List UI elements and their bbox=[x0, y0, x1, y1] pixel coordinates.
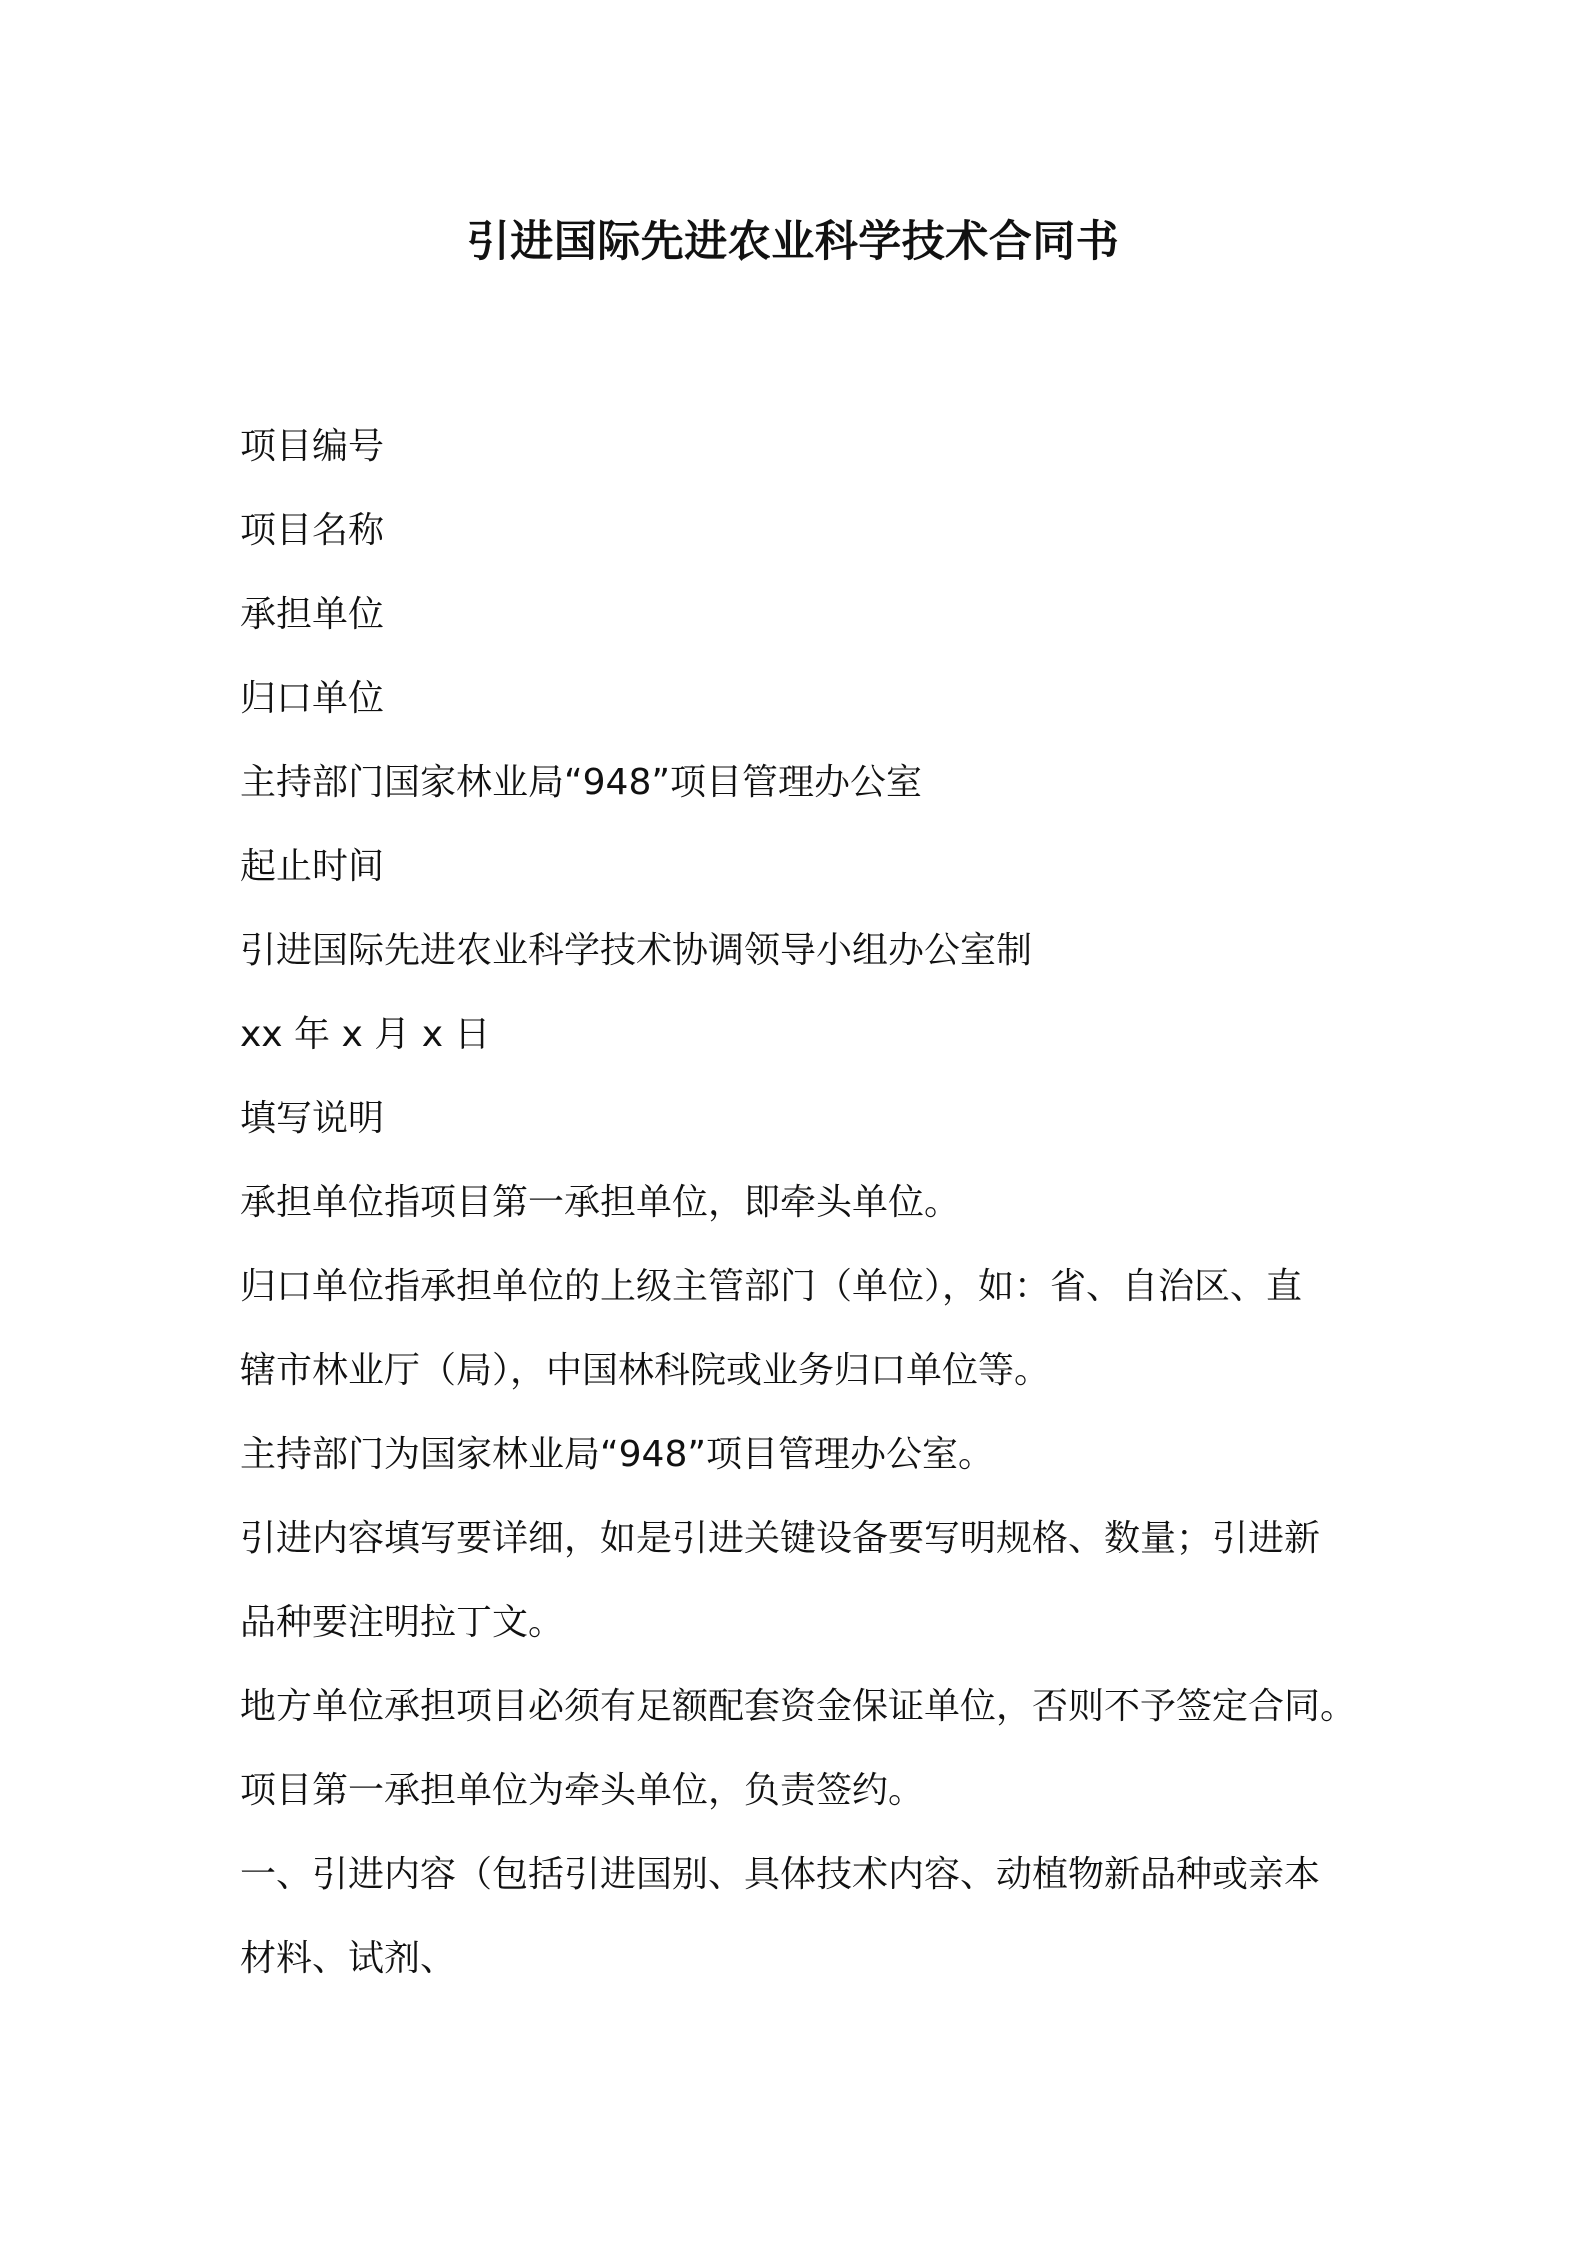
document-title: 引进国际先进农业科学技术合同书 bbox=[466, 217, 1120, 267]
field-period: 起止时间 bbox=[240, 846, 385, 887]
instruction-line: 辖市林业厅（局），中国林科院或业务归口单位等。 bbox=[240, 1350, 1051, 1391]
section-continuation-line: 材料、试剂、 bbox=[240, 1938, 457, 1979]
instruction-line: 主持部门为国家林业局“948”项目管理办公室。 bbox=[240, 1434, 995, 1475]
instruction-line: 归口单位指承担单位的上级主管部门（单位），如：省、自治区、直 bbox=[240, 1266, 1303, 1307]
date-line: xx 年 x 月 x 日 bbox=[240, 1014, 491, 1055]
issuer-line: 引进国际先进农业科学技术协调领导小组办公室制 bbox=[240, 930, 1033, 971]
instruction-line: 品种要注明拉丁文。 bbox=[240, 1602, 565, 1643]
section-heading-line: 一、引进内容（包括引进国别、具体技术内容、动植物新品种或亲本 bbox=[240, 1854, 1321, 1895]
instruction-line: 承担单位指项目第一承担单位，即牵头单位。 bbox=[240, 1182, 961, 1223]
instruction-line: 地方单位承担项目必须有足额配套资金保证单位，否则不予签定合同。 bbox=[240, 1686, 1357, 1727]
field-project-number: 项目编号 bbox=[240, 426, 385, 467]
instruction-line: 引进内容填写要详细，如是引进关键设备要写明规格、数量；引进新 bbox=[240, 1518, 1321, 1559]
instruction-line: 项目第一承担单位为牵头单位，负责签约。 bbox=[240, 1770, 925, 1811]
instructions-heading: 填写说明 bbox=[240, 1098, 385, 1139]
field-project-name: 项目名称 bbox=[240, 510, 385, 551]
field-supervising-unit: 归口单位 bbox=[240, 678, 385, 719]
document-body bbox=[240, 405, 1370, 2001]
field-undertaking-unit: 承担单位 bbox=[240, 594, 385, 635]
field-presiding-department: 主持部门国家林业局“948”项目管理办公室 bbox=[240, 762, 923, 803]
